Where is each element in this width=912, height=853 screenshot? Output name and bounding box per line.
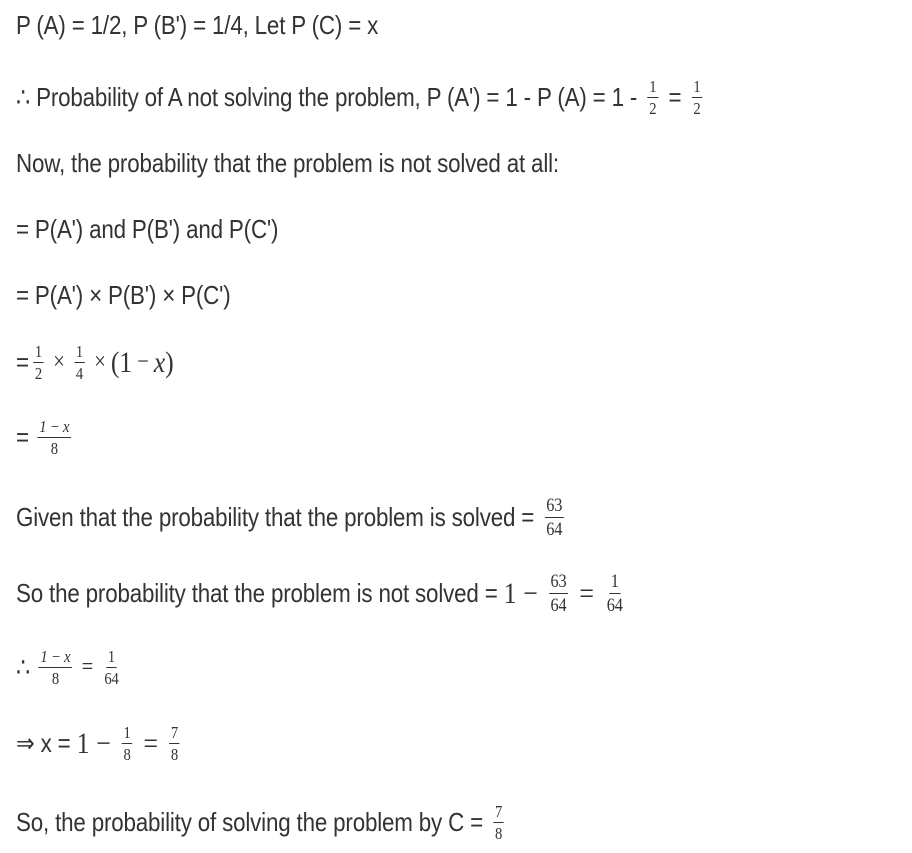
number-one: 1: [503, 576, 517, 610]
fraction-1-over-64: [103, 648, 121, 687]
fraction-numerator: 1 − x: [39, 417, 70, 436]
times-sign: ×: [53, 349, 65, 375]
fraction-one-minus-x-over-eight: [39, 648, 73, 687]
probability-a-not-solving-text: ∴ Probability of A not solving the problem, P (A') = 1 - P (A) = 1 -: [16, 82, 644, 112]
and-expression-line: [16, 214, 278, 245]
fraction-denominator: 2: [34, 364, 43, 383]
equals-sign: =: [143, 726, 158, 760]
not-solved-probability-line: [16, 572, 629, 615]
fraction-denominator: 8: [51, 669, 60, 688]
fraction-denominator: 64: [550, 595, 567, 616]
fraction-denominator: 64: [546, 519, 563, 540]
fraction-numerator: 1: [123, 723, 131, 742]
fraction-one-minus-x-over-eight: [37, 418, 71, 457]
fraction-one-half: [33, 343, 44, 382]
minus-sign: −: [523, 576, 538, 610]
fraction-denominator: 64: [104, 669, 119, 688]
probability-a-not-solving-line: [16, 78, 707, 117]
given-solved-text: Given that the probability that the problem is solved =: [16, 502, 541, 532]
fraction-1-over-64: [605, 572, 624, 615]
numeric-product-line: [16, 343, 174, 382]
implies-x-equals: ⇒ x =: [16, 728, 77, 758]
fraction-denominator: 2: [693, 99, 701, 118]
fraction-numerator: 1: [34, 342, 43, 361]
fraction-one-half-result: [692, 78, 703, 117]
fraction-numerator: 63: [550, 571, 567, 592]
not-solved-intro-text: Now, the probability that the problem is not solved at all:: [16, 148, 559, 178]
product-expression-text: = P(A') × P(B') × P(C'): [16, 280, 231, 310]
minus-sign: −: [96, 726, 111, 760]
times-sign: ×: [94, 349, 106, 375]
fraction-7-over-8: [169, 724, 180, 763]
not-solved-probability-text: So the probability that the problem is not solved =: [16, 578, 504, 608]
fraction-63-over-64: [549, 572, 568, 615]
therefore-equation-line: [16, 648, 125, 687]
fraction-numerator: 63: [546, 495, 563, 516]
final-answer-text: So, the probability of solving the problem by C =: [16, 807, 490, 837]
fraction-1-over-8: [122, 724, 133, 763]
fraction-denominator: 8: [495, 824, 503, 843]
given-solved-line: [16, 496, 568, 539]
fraction-numerator: 1: [693, 77, 701, 96]
fraction-numerator: 1: [75, 342, 84, 361]
not-solved-intro-line: [16, 148, 559, 179]
fraction-63-over-64: [545, 496, 564, 539]
fraction-denominator: 8: [50, 439, 58, 458]
simplified-fraction-line: [16, 418, 75, 457]
given-probabilities-line: [16, 10, 378, 41]
equals-sign: =: [16, 422, 29, 452]
paren-close: ): [165, 345, 174, 379]
minus-sign: −: [137, 349, 149, 375]
equals-sign: =: [579, 576, 594, 610]
fraction-denominator: 64: [606, 595, 623, 616]
fraction-numerator: 1: [649, 77, 657, 96]
final-answer-line: [16, 803, 508, 842]
fraction-numerator: 1: [610, 571, 619, 592]
fraction-numerator: 1 − x: [40, 647, 71, 666]
variable-x: x: [153, 345, 166, 379]
equals-sign: =: [16, 347, 29, 377]
equals-sign: =: [81, 654, 94, 680]
paren-open-one: (1: [110, 345, 133, 379]
fraction-numerator: 7: [170, 723, 178, 742]
fraction-denominator: 8: [170, 745, 178, 764]
and-expression-text: = P(A') and P(B') and P(C'): [16, 214, 279, 244]
fraction-one-half: [648, 78, 659, 117]
fraction-denominator: 2: [649, 99, 657, 118]
fraction-7-over-8: [493, 803, 504, 842]
fraction-denominator: 8: [123, 745, 131, 764]
fraction-numerator: 7: [495, 802, 503, 821]
fraction-numerator: 1: [107, 647, 116, 666]
therefore-symbol: ∴: [16, 652, 31, 682]
fraction-denominator: 4: [75, 364, 84, 383]
equals-sign: =: [662, 82, 688, 112]
product-expression-line: [16, 280, 230, 311]
number-one: 1: [76, 726, 90, 760]
solve-x-line: [16, 724, 184, 763]
given-probabilities-text: P (A) = 1/2, P (B') = 1/4, Let P (C) = x: [16, 10, 379, 40]
fraction-one-quarter: [74, 343, 85, 382]
